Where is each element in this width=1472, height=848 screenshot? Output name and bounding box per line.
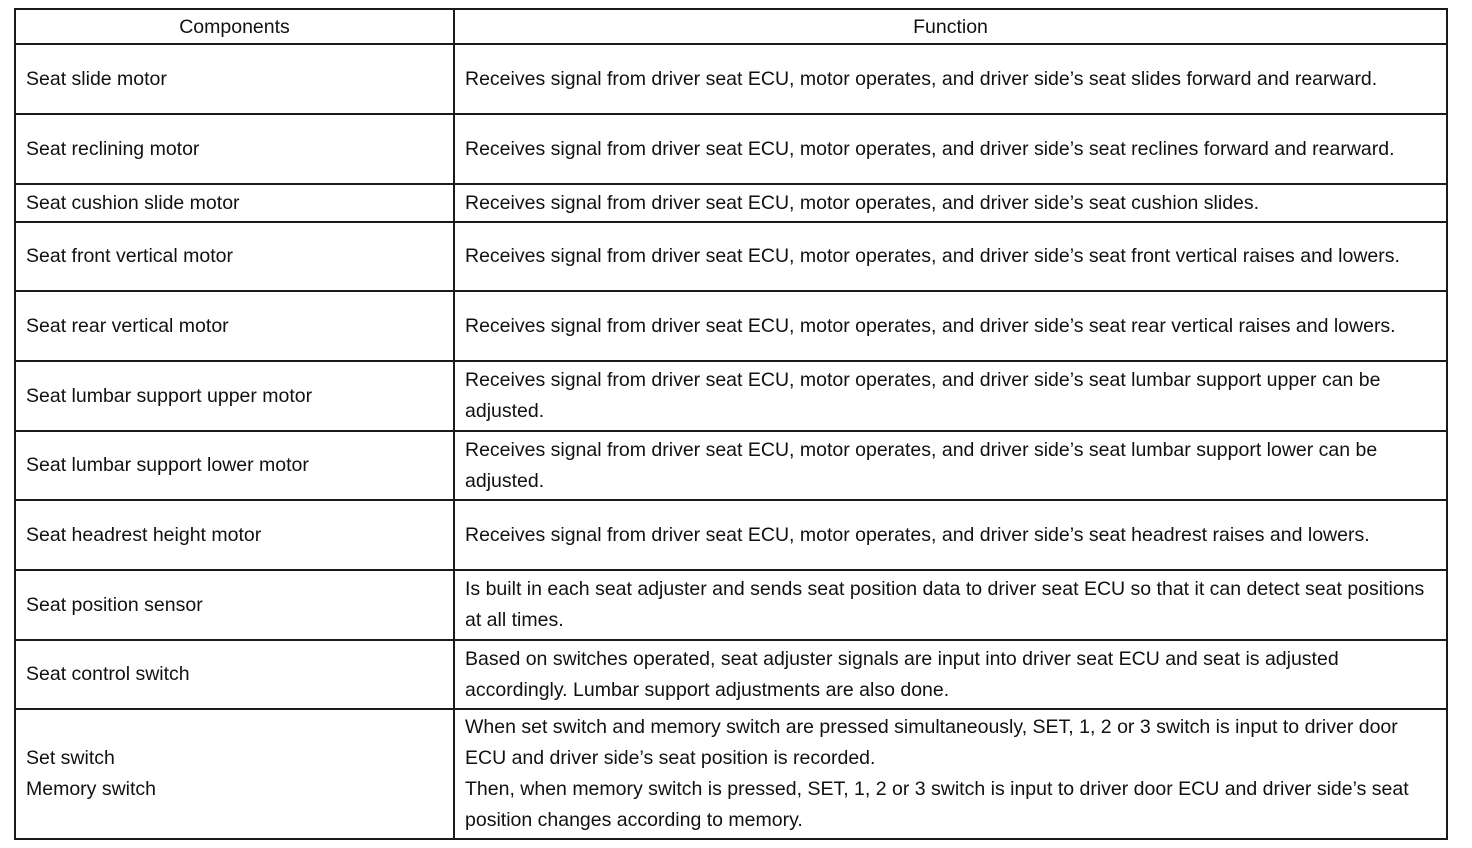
component-line: Memory switch (26, 778, 157, 800)
table-row (15, 184, 1447, 222)
component-line: Set switch (26, 747, 115, 769)
function-cell: Receives signal from driver seat ECU, motor operates, and driver side’s seat headrest raises and lowers. (454, 500, 1447, 570)
table-row (15, 431, 1447, 500)
component-cell: Seat reclining motor (15, 114, 454, 184)
table-row (15, 114, 1447, 184)
function-paragraph: Then, when memory switch is pressed, SET, 1, 2 or 3 switch is input to driver door ECU and driver side’s seat position changes according to memory. (465, 778, 1409, 831)
function-cell: Based on switches operated, seat adjuster signals are input into driver seat ECU and seat is adjusted accordingly. Lumbar support adjustments are also done. (454, 640, 1447, 709)
component-cell: Seat headrest height motor (15, 500, 454, 570)
function-cell: Receives signal from driver seat ECU, motor operates, and driver side’s seat front vertical raises and lowers. (454, 222, 1447, 291)
table-row (15, 44, 1447, 114)
table-row (15, 570, 1447, 640)
component-cell: Seat lumbar support lower motor (15, 431, 454, 500)
function-cell: Receives signal from driver seat ECU, motor operates, and driver side’s seat rear vertical raises and lowers. (454, 291, 1447, 361)
table-row (15, 291, 1447, 361)
component-cell: Seat rear vertical motor (15, 291, 454, 361)
function-cell: Is built in each seat adjuster and sends seat position data to driver seat ECU so that it can detect seat positions at all times. (454, 570, 1447, 640)
components-function-table (14, 8, 1448, 840)
function-cell: Receives signal from driver seat ECU, motor operates, and driver side’s seat lumbar support upper can be adjusted. (454, 361, 1447, 431)
table-row (15, 640, 1447, 709)
function-paragraph: When set switch and memory switch are pressed simultaneously, SET, 1, 2 or 3 switch is input to driver door ECU and driver side’s seat position is recorded. (465, 716, 1398, 769)
component-cell: Seat front vertical motor (15, 222, 454, 291)
components-header: Components (15, 9, 454, 44)
component-cell (15, 709, 454, 839)
component-cell: Seat slide motor (15, 44, 454, 114)
component-cell: Seat cushion slide motor (15, 184, 454, 222)
function-cell: Receives signal from driver seat ECU, motor operates, and driver side’s seat lumbar support lower can be adjusted. (454, 431, 1447, 500)
table-row (15, 222, 1447, 291)
function-cell: Receives signal from driver seat ECU, motor operates, and driver side’s seat slides forward and rearward. (454, 44, 1447, 114)
table-row (15, 361, 1447, 431)
function-cell (454, 709, 1447, 839)
header-row (15, 9, 1447, 44)
component-cell: Seat lumbar support upper motor (15, 361, 454, 431)
table-row (15, 709, 1447, 839)
function-cell: Receives signal from driver seat ECU, motor operates, and driver side’s seat cushion slides. (454, 184, 1447, 222)
table-row (15, 500, 1447, 570)
function-header: Function (454, 9, 1447, 44)
component-cell: Seat position sensor (15, 570, 454, 640)
function-cell: Receives signal from driver seat ECU, motor operates, and driver side’s seat reclines forward and rearward. (454, 114, 1447, 184)
component-cell: Seat control switch (15, 640, 454, 709)
